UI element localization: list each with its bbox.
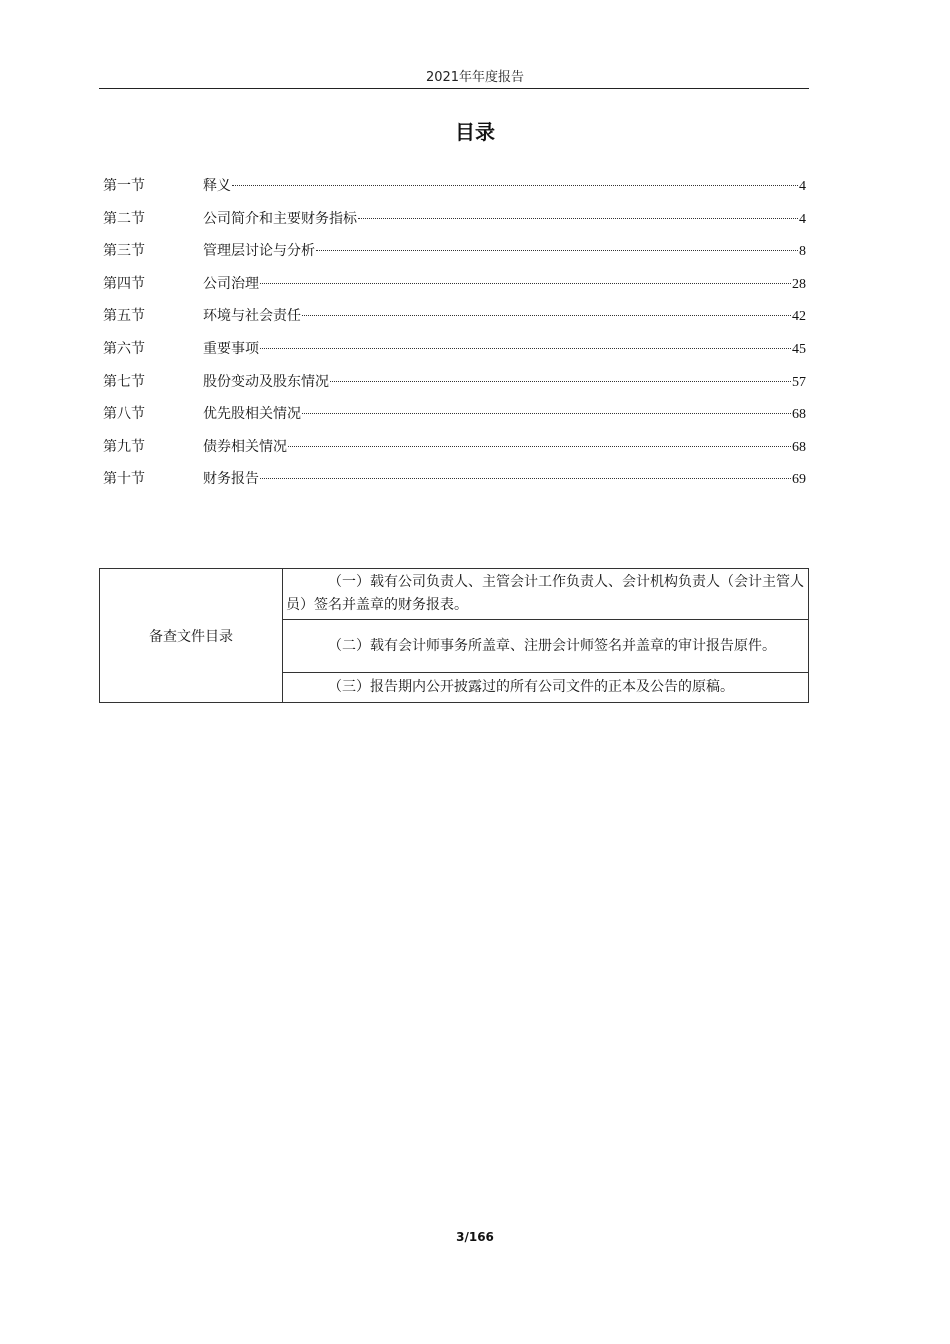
toc-leader-dots [260, 478, 791, 479]
toc-leader-dots [302, 315, 791, 316]
toc-section-number: 第五节 [103, 308, 145, 325]
toc-page-number: 57 [792, 374, 806, 390]
toc-page-number: 4 [799, 179, 806, 194]
toc-section-number: 第三节 [103, 243, 145, 260]
toc-section-number: 第二节 [103, 210, 145, 227]
toc-entry[interactable] [103, 463, 806, 496]
toc-section-title: 释义 [203, 178, 231, 194]
toc-leader-dots [358, 218, 798, 219]
toc-section-title: 股份变动及股东情况 [203, 373, 329, 390]
toc-page-number: 8 [799, 244, 806, 260]
toc-section-title: 财务报告 [203, 471, 259, 488]
toc-section-number: 第八节 [103, 406, 145, 423]
toc-page-number: 28 [792, 276, 806, 292]
toc-section-title: 债券相关情况 [203, 438, 287, 455]
toc-page-number: 68 [792, 439, 806, 455]
toc-leader-dots [330, 381, 791, 382]
toc-section-title: 优先股相关情况 [203, 406, 301, 423]
toc-section-number: 第九节 [103, 438, 145, 455]
toc-section-title: 管理层讨论与分析 [203, 243, 315, 260]
toc-entry[interactable] [103, 203, 806, 236]
toc-entry[interactable] [103, 268, 806, 301]
toc-leader-dots [302, 413, 791, 414]
toc-page-number: 4 [799, 211, 806, 227]
toc-section-title: 公司简介和主要财务指标 [203, 210, 357, 227]
toc-leader-dots [260, 283, 791, 284]
toc-section-title: 公司治理 [203, 275, 259, 292]
toc-section-number: 第七节 [103, 373, 145, 390]
toc-section-title: 重要事项 [203, 340, 259, 357]
header-rule [99, 88, 809, 89]
reference-document-item: （一）载有公司负责人、主管会计工作负责人、会计机构负责人（会计主管人员）签名并盖章的财务报表。 [283, 569, 809, 620]
toc-entry[interactable] [103, 170, 806, 203]
toc-section-number: 第十节 [103, 471, 145, 488]
toc-leader-dots [316, 250, 798, 251]
toc-leader-dots [288, 446, 791, 447]
toc-entry[interactable] [103, 333, 806, 366]
toc-page-number: 69 [792, 472, 806, 488]
toc-title: 目录 [455, 120, 495, 144]
toc-entry[interactable] [103, 235, 806, 268]
reference-documents-table [99, 568, 809, 703]
reference-document-item: （二）载有会计师事务所盖章、注册会计师签名并盖章的审计报告原件。 [283, 620, 809, 673]
reference-document-item: （三）报告期内公开披露过的所有公司文件的正本及公告的原稿。 [283, 673, 809, 703]
toc-section-title: 环境与社会责任 [203, 308, 301, 325]
reference-documents-heading: 备查文件目录 [100, 569, 283, 703]
toc-leader-dots [260, 348, 791, 349]
toc-section-number: 第四节 [103, 275, 145, 292]
toc-section-number: 第六节 [103, 340, 145, 357]
table-of-contents [103, 170, 806, 496]
toc-leader-dots [232, 185, 798, 186]
toc-page-number: 45 [792, 341, 806, 357]
toc-section-number: 第一节 [103, 178, 145, 194]
toc-entry[interactable] [103, 398, 806, 431]
running-header: 2021年年度报告 [425, 70, 525, 85]
toc-page-number: 42 [792, 309, 806, 325]
page-number: 3/166 [456, 1230, 494, 1244]
toc-page-number: 68 [792, 407, 806, 423]
toc-entry[interactable] [103, 366, 806, 399]
toc-entry[interactable] [103, 300, 806, 333]
toc-entry[interactable] [103, 431, 806, 464]
